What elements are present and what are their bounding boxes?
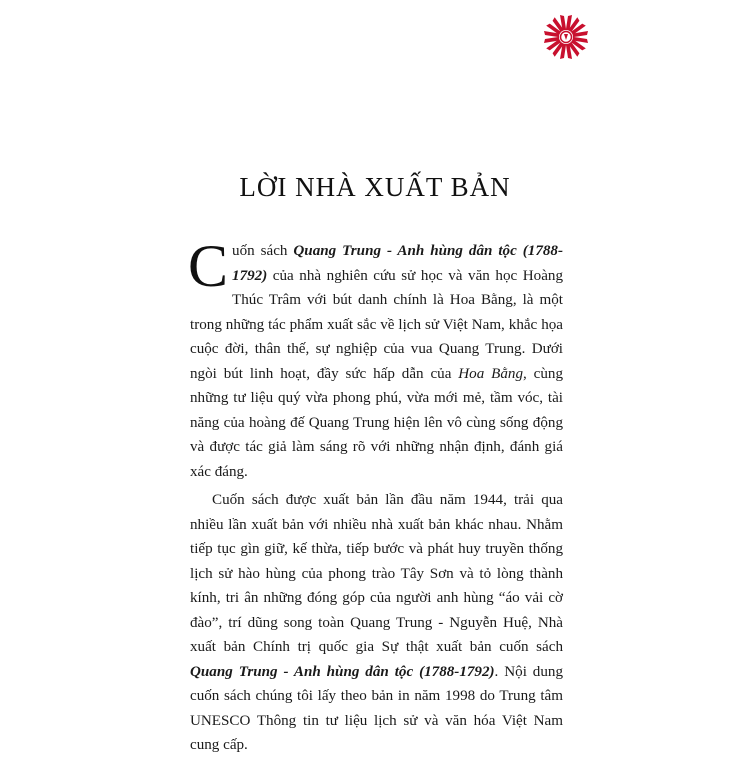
page-title: LỜI NHÀ XUẤT BẢN bbox=[239, 172, 511, 202]
p2-book-title: Quang Trung - Anh hùng dân tộc (1788-1792) bbox=[190, 663, 495, 680]
p1-text-1: uốn sách bbox=[232, 243, 294, 259]
p2-text-1: Cuốn sách được xuất bản lần đầu năm 1944, trải qua nhiều lần xuất bản với nhiều nhà xuất bản khác nhau. Nhằm tiếp tục gìn giữ, kế thừa, tiếp bước và phát huy truyền thống lịch sử hào hùng của phong trào Tây Sơn và tỏ lòng thành kính, tri ân những đóng góp của người anh hùng “áo vải cờ đào”, trí dũng song toàn Quang Trung - Nguyễn Huệ, Nhà xuất bản Chính trị quốc gia Sự thật xuất bản cuốn sách bbox=[190, 492, 563, 655]
p1-book-title: Quang Trung - Anh hùng dân tộc (1788-1792) bbox=[232, 243, 563, 284]
paragraph-1 bbox=[188, 233, 563, 484]
p2-text-2: . Nội dung cuốn sách chúng tôi lấy theo bản in năm 1998 do Trung tâm UNESCO Thông tin tư liệu lịch sử và văn hóa Việt Nam cung cấp. bbox=[190, 663, 563, 753]
p1-text-2: của nhà nghiên cứu sử học và văn học Hoàng Thúc Trâm với bút danh chính là Hoa Bằng, là một trong những tác phẩm xuất sắc về lịch sử Việt Nam, khắc họa cuộc đời, thân thế, sự nghiệp của vua Quang Trung. Dưới ngòi bút linh hoạt, đầy sức hấp dẫn của bbox=[190, 267, 563, 382]
p1-pen-name: Hoa Bằng bbox=[458, 365, 524, 382]
publisher-flower-logo-icon bbox=[541, 12, 591, 62]
foreword-body bbox=[188, 233, 563, 758]
paragraph-2 bbox=[190, 488, 563, 758]
p1-text-3: , cùng những tư liệu quý vừa phong phú, vừa mới mẻ, tầm vóc, tài năng của hoàng đế Quang Trung hiện lên vô cùng sống động và được tác giả làm sáng rõ với những nhận định, đánh giá xác đáng. bbox=[190, 365, 563, 480]
drop-cap: C bbox=[188, 233, 229, 299]
